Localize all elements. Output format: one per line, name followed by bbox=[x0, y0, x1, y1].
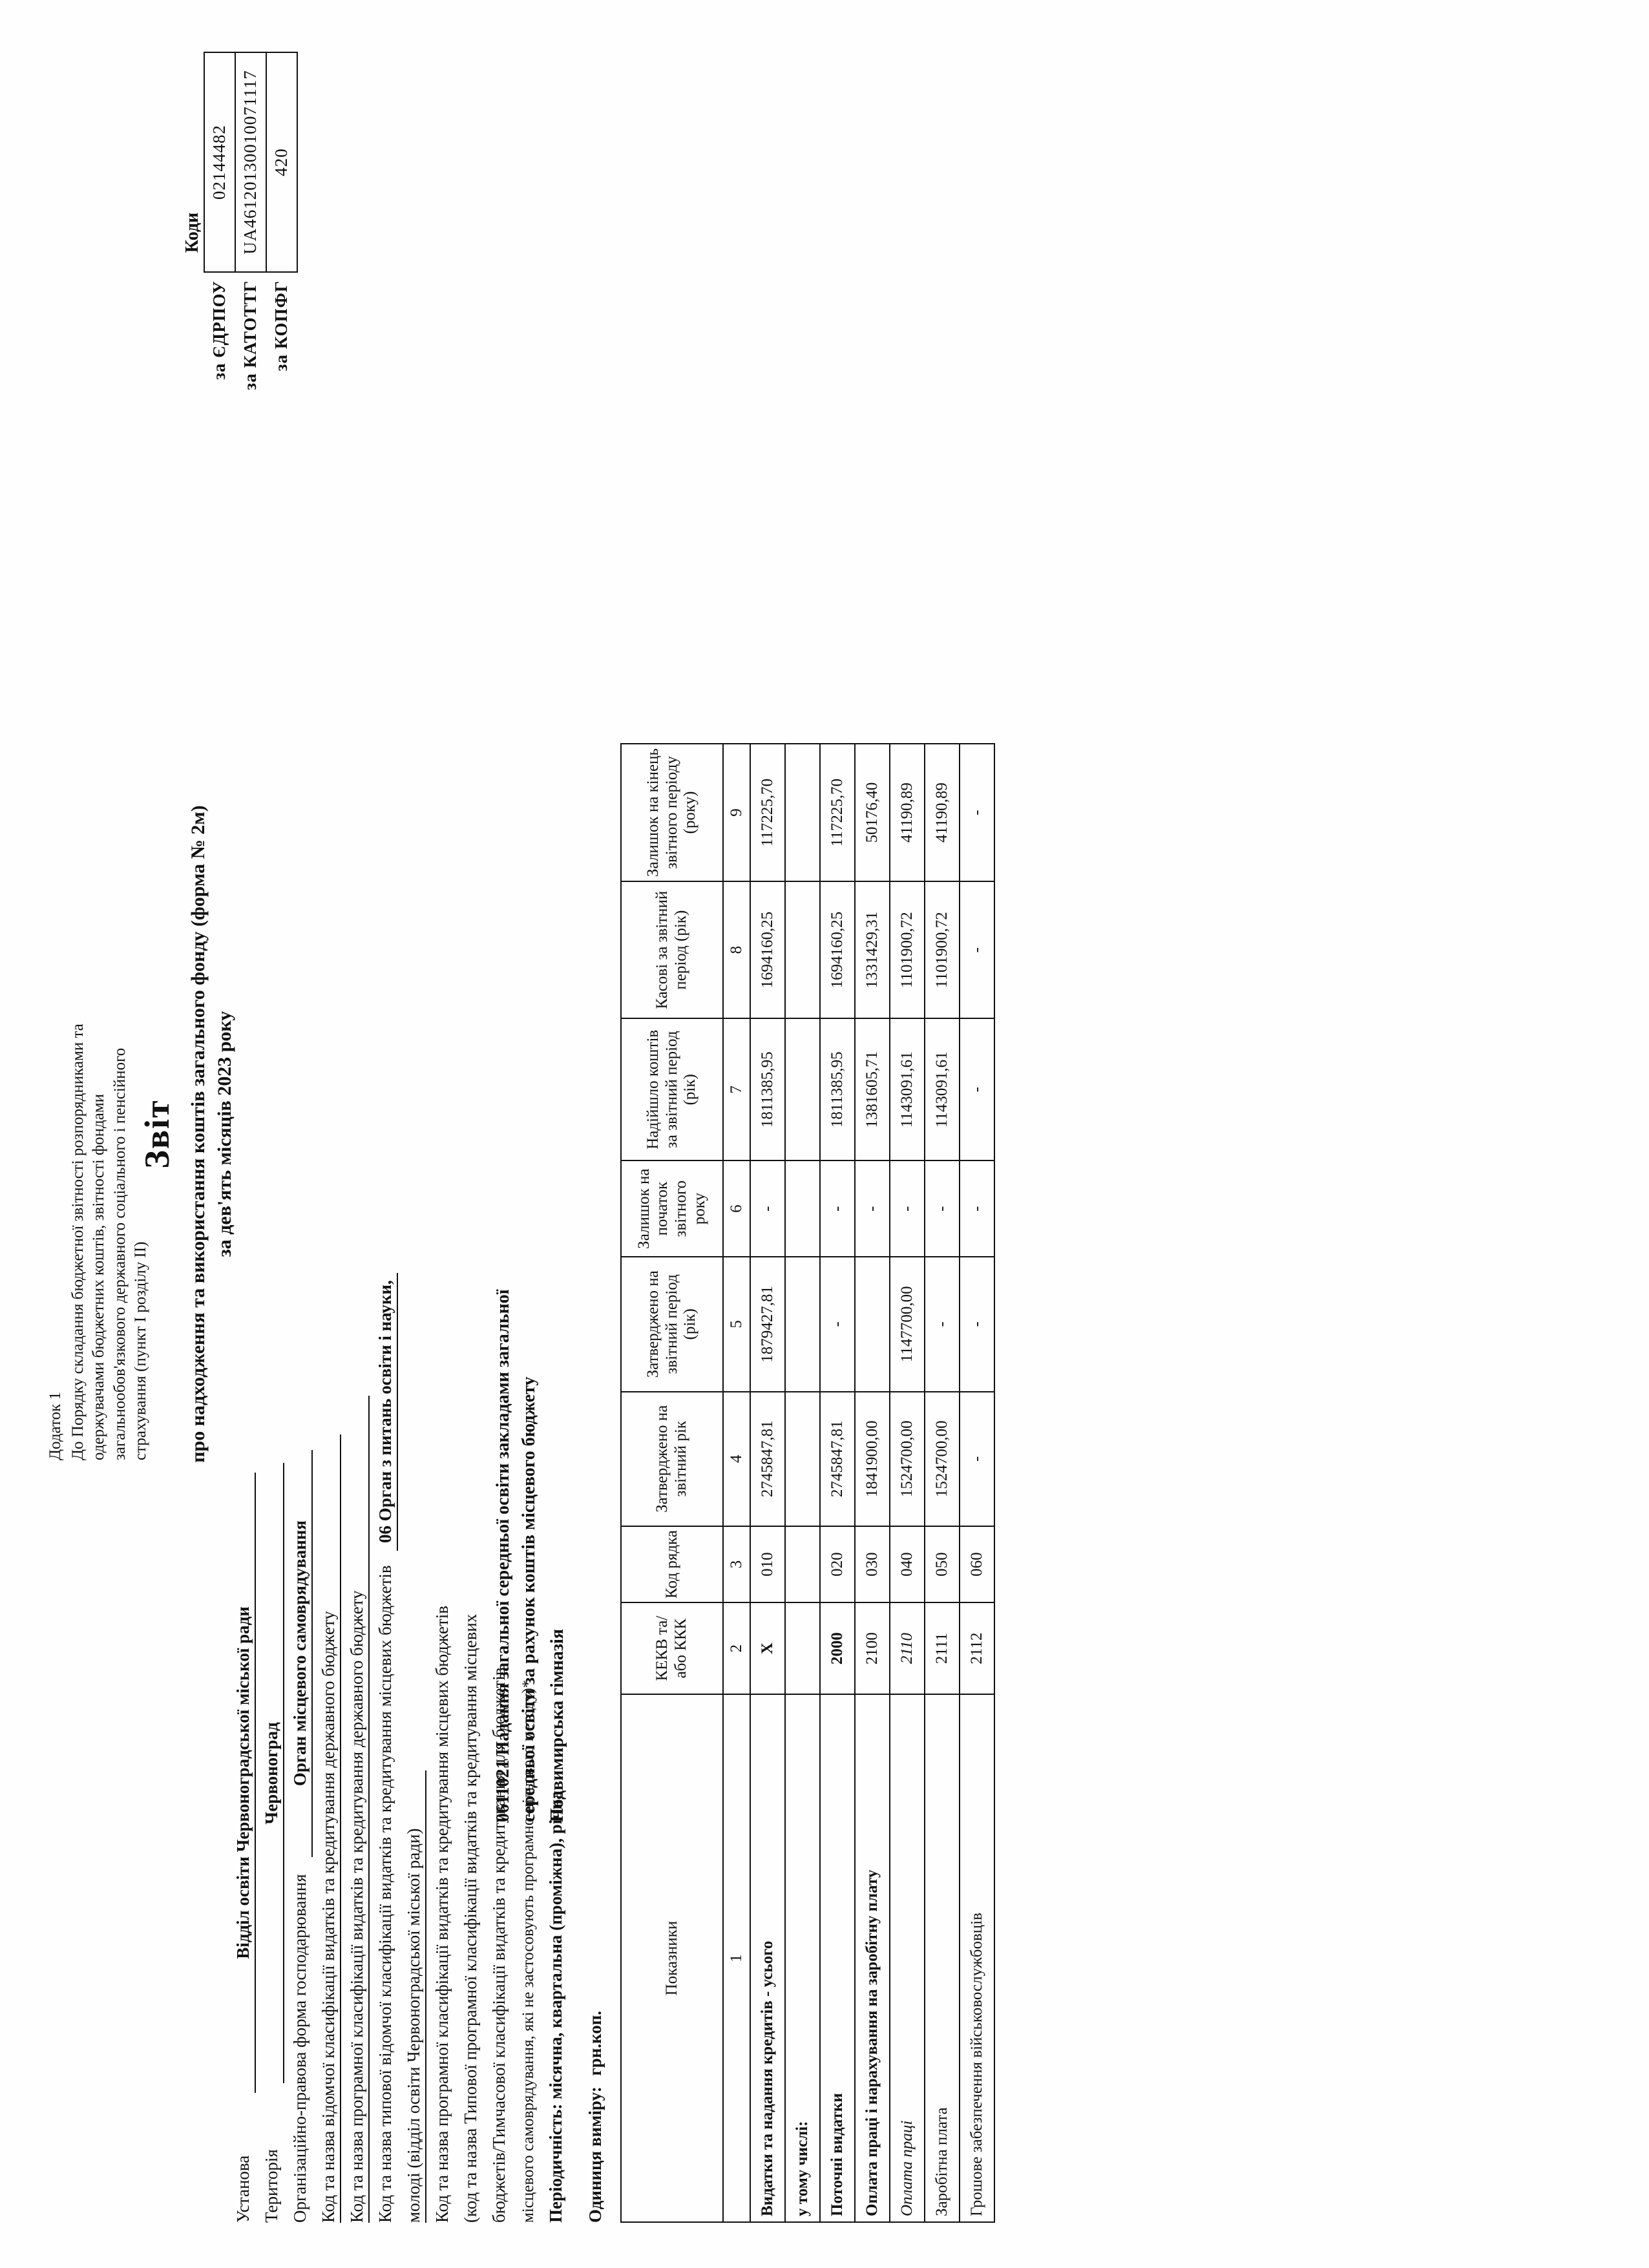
row-balance-start: - bbox=[960, 1160, 994, 1257]
document-subtitle: про надходження та використання коштів загального фонду (форма № 2м) bbox=[187, 805, 209, 1463]
units-line bbox=[585, 2011, 607, 2223]
th-balance-start: Залишок на початок звітного року bbox=[621, 1160, 723, 1257]
codes-row-kopfg bbox=[266, 52, 297, 414]
table-row bbox=[820, 744, 855, 2222]
unit-label: Одиниця виміру: bbox=[585, 2086, 605, 2223]
row-balance-end bbox=[785, 744, 820, 881]
row-tipova bbox=[375, 918, 403, 2223]
row-received: 1143091,61 bbox=[925, 1018, 960, 1160]
row-kekv: X bbox=[750, 1602, 785, 1694]
table-body bbox=[723, 744, 994, 2222]
row-balance-end: 41190,89 bbox=[890, 744, 925, 881]
table-colnum-row bbox=[723, 744, 750, 2222]
programna-label: Код та назва програмної класифікації видатків та кредитування державного бюджету bbox=[346, 1396, 370, 2223]
row-kekv: 2112 bbox=[960, 1602, 994, 1694]
teritoria-label: Територія bbox=[262, 2149, 281, 2223]
row-cash: 1694160,25 bbox=[820, 881, 855, 1018]
row-kekv: 2110 bbox=[890, 1602, 925, 1694]
appendix-line-5: страхування (пункт I розділу II) bbox=[132, 1241, 149, 1460]
table-row bbox=[890, 744, 925, 2222]
row-approved-period bbox=[785, 1257, 820, 1391]
row-received bbox=[785, 1018, 820, 1160]
table-row bbox=[960, 744, 994, 2222]
program-line-2: середньої освіти за рахунок коштів місцевого бюджету bbox=[518, 1376, 539, 1822]
table-row bbox=[925, 744, 960, 2222]
kopfg-value: 420 bbox=[266, 52, 297, 272]
row-approved-year: - bbox=[960, 1392, 994, 1526]
th-approved-period: Затверджено на звітний період (рік) bbox=[621, 1257, 723, 1391]
opf-label: Організаційно-правова форма господарювання bbox=[290, 1874, 310, 2223]
appendix-line-4: загальнообов'язкового державного соціального і пенсійного bbox=[110, 1047, 129, 1460]
row-cash bbox=[785, 881, 820, 1018]
codes-box bbox=[181, 52, 298, 414]
row-name: Заробітна плата bbox=[925, 1694, 960, 2222]
row-name: Видатки та надання кредитів - усього bbox=[750, 1694, 785, 2222]
row-balance-end: 50176,40 bbox=[855, 744, 890, 881]
row-cash: 1101900,72 bbox=[890, 881, 925, 1018]
row-balance-end: 117225,70 bbox=[750, 744, 785, 881]
row-kekv: 2111 bbox=[925, 1602, 960, 1694]
table-row bbox=[750, 744, 785, 2222]
tipova-label: Код та назва типової відомчої класифікації видатків та кредитування місцевих бюджетів bbox=[375, 1565, 395, 2223]
colnum-9: 9 bbox=[723, 744, 750, 881]
row-approved-year: 1524700,00 bbox=[890, 1392, 925, 1526]
row-code: 020 bbox=[820, 1526, 855, 1602]
row-balance-end: 41190,89 bbox=[925, 744, 960, 881]
tipova-value: 06 Орган з питань освіти і науки, bbox=[375, 1273, 398, 1551]
row-approved-period: - bbox=[960, 1257, 994, 1391]
th-row-code: Код рядка bbox=[621, 1526, 723, 1602]
colnum-2: 2 bbox=[723, 1602, 750, 1694]
row-approved-period: - bbox=[820, 1257, 855, 1391]
row-teritoria bbox=[261, 918, 289, 2223]
th-received: Надійшло коштів за звітний період (рік) bbox=[621, 1018, 723, 1160]
teritoria-value: Червоноград bbox=[261, 1463, 284, 2083]
row-code: 050 bbox=[925, 1526, 960, 1602]
codes-title: Коди bbox=[182, 212, 202, 253]
table-row bbox=[855, 744, 890, 2222]
row-received: - bbox=[960, 1018, 994, 1160]
row-kekv: 2000 bbox=[820, 1602, 855, 1694]
appendix-line-2: До Порядку складання бюджетної звітності розпорядниками та bbox=[68, 1024, 87, 1460]
codes-row-katottg bbox=[235, 52, 266, 414]
th-balance-end: Залишок на кінець звітного періоду (року) bbox=[621, 744, 723, 881]
row-balance-end: 117225,70 bbox=[820, 744, 855, 881]
ustanova-value: Відділ освіти Червоноградської міської ради bbox=[233, 1473, 256, 2093]
row-name: Оплата праці bbox=[890, 1694, 925, 2222]
ustanova-label: Установа bbox=[233, 2155, 253, 2223]
opf-value: Орган місцевого самоврядування bbox=[289, 1450, 313, 1857]
row-approved-year: 2745847,81 bbox=[820, 1392, 855, 1526]
colnum-4: 4 bbox=[723, 1392, 750, 1526]
row-approved-period bbox=[855, 1257, 890, 1391]
katottg-label: за КАТОТТГ bbox=[240, 280, 260, 390]
row-name: Поточні видатки bbox=[820, 1694, 855, 2222]
row-tipova-2 bbox=[403, 918, 432, 2223]
appendix-line-1: Додаток 1 bbox=[47, 1392, 64, 1460]
program-block bbox=[491, 918, 569, 1822]
row-received: 1811385,95 bbox=[750, 1018, 785, 1160]
colnum-8: 8 bbox=[723, 881, 750, 1018]
row-name: Оплата праці і нарахування на заробітну плату bbox=[855, 1694, 890, 2222]
row-balance-start: - bbox=[890, 1160, 925, 1257]
appendix-line-3: одержувачами бюджетних коштів, звітності фондами bbox=[90, 1093, 107, 1460]
table-head bbox=[621, 744, 723, 2222]
row-code: 030 bbox=[855, 1526, 890, 1602]
row-code bbox=[785, 1526, 820, 1602]
row-code: 060 bbox=[960, 1526, 994, 1602]
colnum-3: 3 bbox=[723, 1526, 750, 1602]
th-approved-year: Затверджено на звітний рік bbox=[621, 1392, 723, 1526]
katottg-value: UA46120130010071117 bbox=[235, 52, 266, 272]
row-opf bbox=[289, 918, 318, 2223]
program-line-3: Подвимирська гімназія bbox=[547, 1629, 567, 1822]
row-cash: 1331429,31 bbox=[855, 881, 890, 1018]
document-period: за дев'ять місяців 2023 року bbox=[214, 1011, 235, 1257]
period-value: місячна, квартальна (проміжна), річна bbox=[546, 1790, 565, 2099]
row-programna bbox=[346, 918, 375, 2223]
th-kekv: КЕКВ та/або ККК bbox=[621, 1602, 723, 1694]
th-name: Показники bbox=[621, 1694, 723, 2222]
row-name: Грошове забезпечення військовослужбовців bbox=[960, 1694, 994, 2222]
row-approved-period: 1147700,00 bbox=[890, 1257, 925, 1391]
table-header-row bbox=[621, 744, 723, 2222]
document-title: Звіт bbox=[138, 1099, 176, 1169]
row-approved-year: 1524700,00 bbox=[925, 1392, 960, 1526]
row-kekv: 2100 bbox=[855, 1602, 890, 1694]
report-table bbox=[620, 743, 995, 2223]
row-balance-start bbox=[785, 1160, 820, 1257]
codes-row-edrpou bbox=[204, 52, 235, 414]
row-cash: - bbox=[960, 881, 994, 1018]
row-balance-start: - bbox=[925, 1160, 960, 1257]
row-balance-start: - bbox=[750, 1160, 785, 1257]
period-label: Періодичність: bbox=[546, 2103, 565, 2223]
row-name: у тому числі: bbox=[785, 1694, 820, 2222]
row-approved-period: - bbox=[925, 1257, 960, 1391]
colnum-6: 6 bbox=[723, 1160, 750, 1257]
report-sheet bbox=[39, 45, 1623, 2223]
tipova-value-2: молоді (відділ освіти Червоноградської міської ради) bbox=[403, 1770, 426, 2223]
edrpou-label: за ЄДРПОУ bbox=[209, 280, 229, 380]
row-cash: 1694160,25 bbox=[750, 881, 785, 1018]
row-received: 1381605,71 bbox=[855, 1018, 890, 1160]
table-row bbox=[785, 744, 820, 2222]
row-progr-misc-2 bbox=[460, 918, 488, 2223]
row-received: 1143091,61 bbox=[890, 1018, 925, 1160]
row-balance-start: - bbox=[855, 1160, 890, 1257]
unit-value: грн.коп. bbox=[585, 2010, 605, 2076]
program-code-name: 0611021 Надання загальної середньої освіти закладами загальної bbox=[493, 1289, 513, 1822]
progr-misc-label-2: (код та назва Типової програмної класифікації видатків та кредитування місцевих bbox=[461, 1613, 480, 2223]
row-progr-misc-1 bbox=[432, 918, 460, 2223]
colnum-7: 7 bbox=[723, 1018, 750, 1160]
colnum-1: 1 bbox=[723, 1694, 750, 2222]
row-received: 1811385,95 bbox=[820, 1018, 855, 1160]
progr-misc-label-3: бюджетів/Тимчасової класифікації видатків та кредитування для бюджетів bbox=[489, 1667, 509, 2223]
codes-table bbox=[204, 52, 298, 414]
th-cash: Касові за звітний період (рік) bbox=[621, 881, 723, 1018]
row-balance-end: - bbox=[960, 744, 994, 881]
progr-misc-label: Код та назва програмної класифікації видатків та кредитування місцевих бюджетів bbox=[432, 1605, 452, 2223]
row-approved-year bbox=[785, 1392, 820, 1526]
row-ustanova bbox=[233, 918, 261, 2223]
row-code: 040 bbox=[890, 1526, 925, 1602]
progr-misc-label-4: місцевого самоврядування, які не застосовують програмно-цільового методу)* bbox=[520, 1679, 537, 2223]
row-approved-period: 1879427,81 bbox=[750, 1257, 785, 1391]
row-cash: 1101900,72 bbox=[925, 881, 960, 1018]
colnum-5: 5 bbox=[723, 1257, 750, 1391]
vidomcha-label: Код та назва відомчої класифікації видатків та кредитування державного бюджету bbox=[318, 1434, 341, 2223]
row-balance-start: - bbox=[820, 1160, 855, 1257]
row-vidomcha bbox=[318, 918, 346, 2223]
edrpou-value: 02144482 bbox=[204, 52, 235, 272]
row-approved-year: 2745847,81 bbox=[750, 1392, 785, 1526]
row-kekv bbox=[785, 1602, 820, 1694]
row-approved-year: 1841900,00 bbox=[855, 1392, 890, 1526]
kopfg-label: за КОПФГ bbox=[271, 280, 291, 372]
row-code: 010 bbox=[750, 1526, 785, 1602]
